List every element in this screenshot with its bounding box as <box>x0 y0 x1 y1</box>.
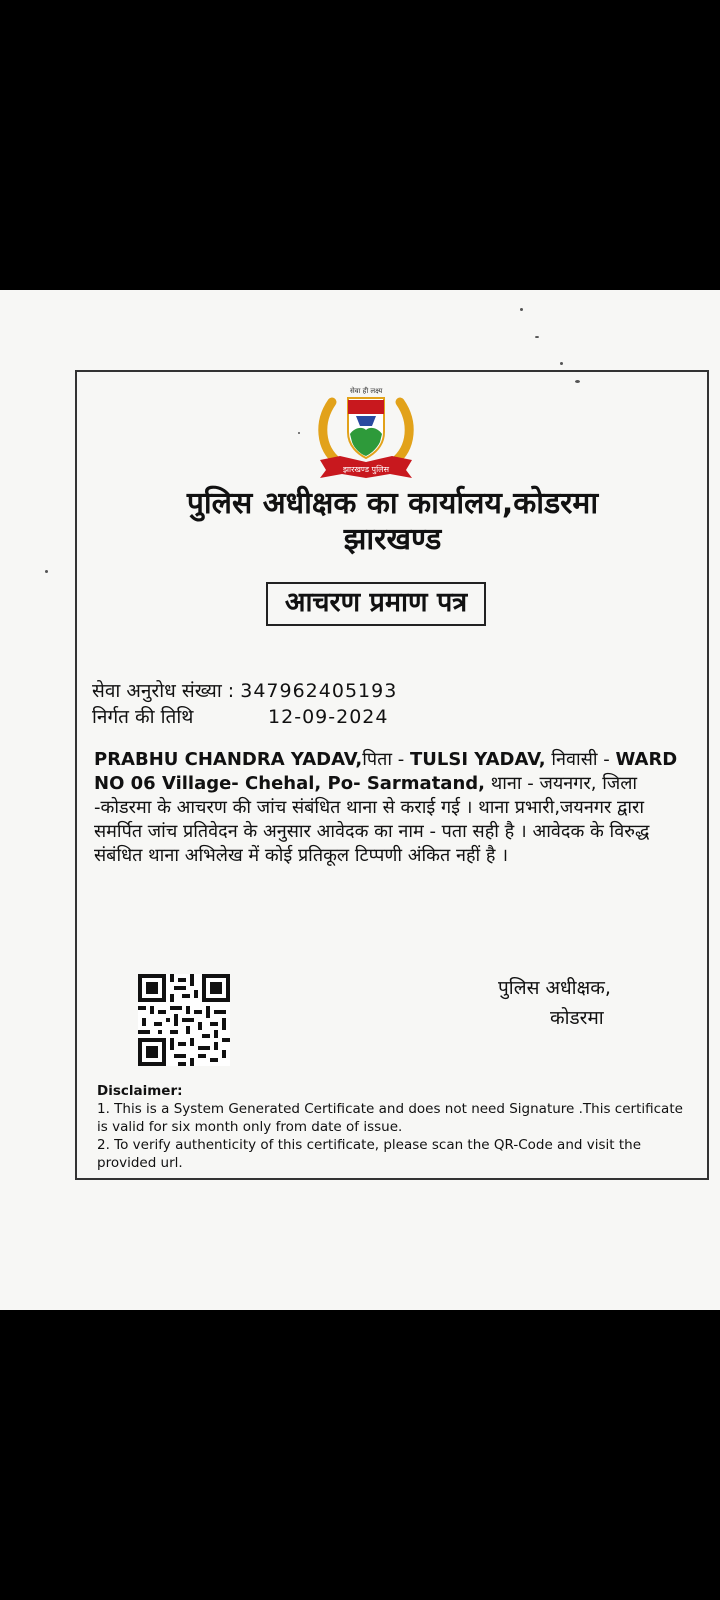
disclaimer-heading: Disclaimer: <box>97 1083 183 1099</box>
applicant-name: PRABHU CHANDRA YADAV, <box>94 749 363 770</box>
certificate-statement: थाना - जयनगर, जिला -कोडरमा के आचरण की जांच संबंधित थाना से कराई गई । थाना प्रभारी,जयनगर द्वारा समर्पित जांच प्रतिवेदन के अनुसार आवेदक का नाम - पता सही है । आवेदक के विरुद्ध संबंधित थाना अभिलेख में कोई प्रतिकूल टिप्पणी अंकित नहीं है । <box>94 773 650 866</box>
certificate-paper <box>0 290 720 1310</box>
applicant-address: WARD NO 06 Village- Chehal, Po- Sarmatand, <box>94 749 678 794</box>
scan-speckle <box>560 362 563 365</box>
issue-date-label: निर्गत की तिथि <box>92 706 194 728</box>
qr-code-icon[interactable] <box>138 974 230 1066</box>
disclaimer-line-1: 1. This is a System Generated Certificate and does not need Signature .This certificate is valid for six month only from date of issue. <box>97 1101 683 1135</box>
signatory-place: कोडरमा <box>550 1007 604 1029</box>
emblem-ribbon-text: झारखण्ड पुलिस <box>342 465 390 474</box>
request-number-row <box>92 678 397 704</box>
scan-speckle <box>520 308 523 311</box>
disclaimer-line-2: 2. To verify authenticity of this certificate, please scan the QR-Code and visit the provided url. <box>97 1137 642 1171</box>
request-number-value: 347962405193 <box>240 680 398 702</box>
emblem-motto: सेवा ही लक्ष्य <box>350 387 383 395</box>
disclaimer <box>97 1082 693 1172</box>
scan-speckle <box>45 570 48 573</box>
resident-label: निवासी - <box>545 749 616 770</box>
father-label: पिता - <box>362 749 411 770</box>
jharkhand-police-emblem-icon <box>310 382 422 486</box>
certificate-body <box>94 748 690 868</box>
request-number-label: सेवा अनुरोध संख्या : <box>92 680 235 702</box>
office-title: पुलिस अधीक्षक का कार्यालय,कोडरमा <box>186 486 599 521</box>
signatory-designation: पुलिस अधीक्षक, <box>498 977 611 999</box>
certificate-title: आचरण प्रमाण पत्र <box>266 582 486 626</box>
state-title: झारखण्ड <box>343 522 442 557</box>
scan-speckle <box>535 336 539 338</box>
father-name: TULSI YADAV, <box>410 749 546 770</box>
issue-date-value: 12-09-2024 <box>268 706 389 728</box>
issue-date-row <box>92 704 388 730</box>
